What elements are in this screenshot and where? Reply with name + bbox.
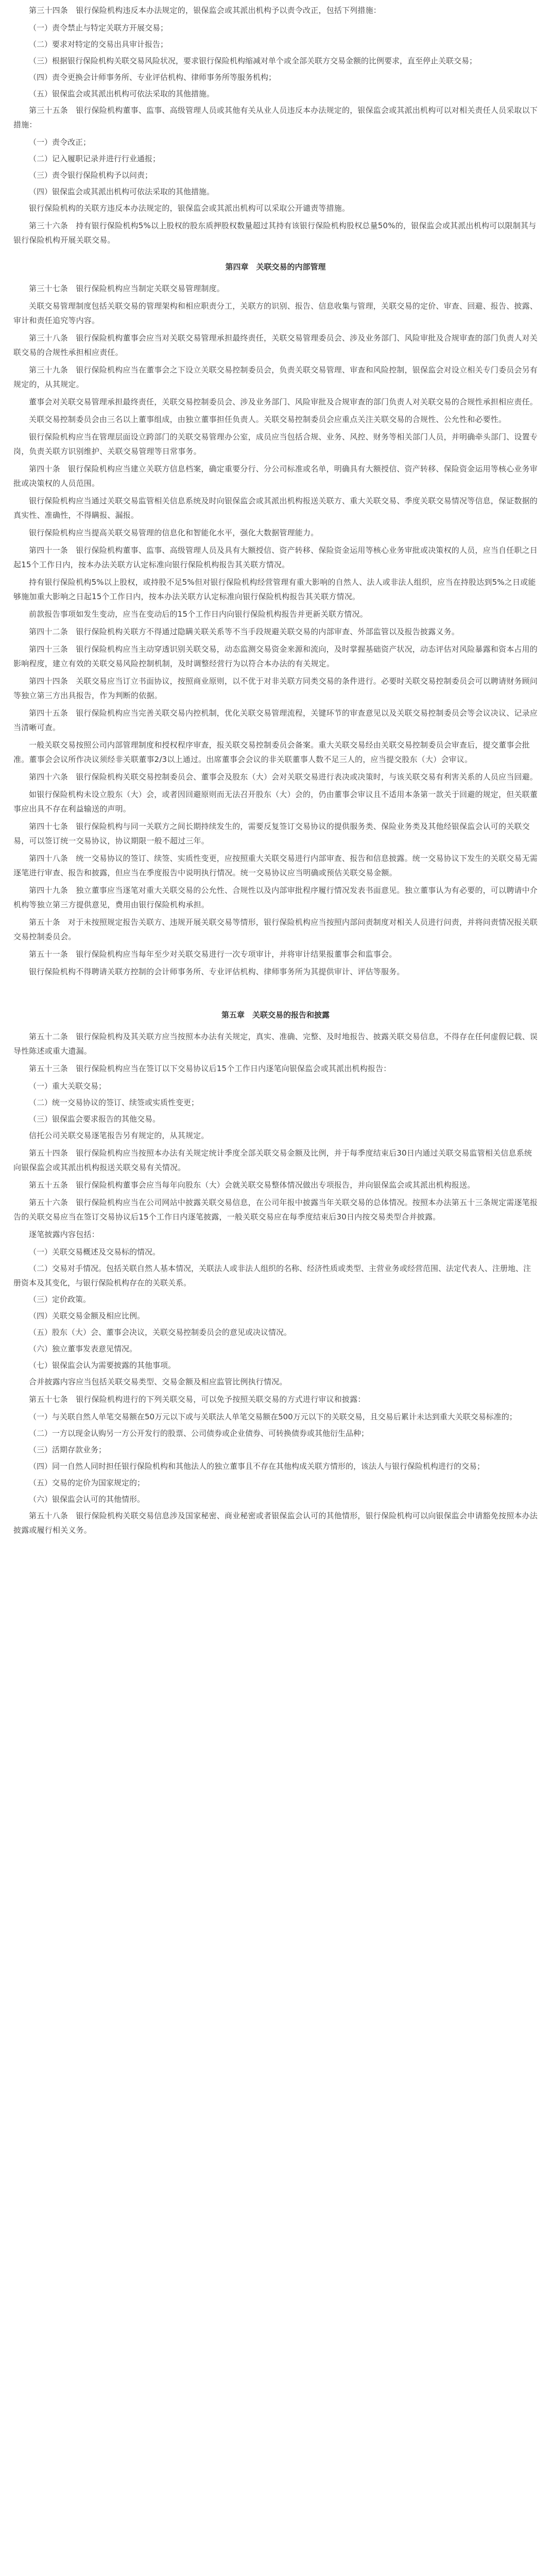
list-item: （二）记入履职记录并进行行业通报； [29, 154, 161, 163]
article-paragraph: 第三十六条 持有银行保险机构5%以上股权的股东质押股权数量超过其持有该银行保险机构股权总量50%的，银保监会或其派出机构可以限制其与银行保险机构开展关联交易。 [13, 221, 537, 245]
article-paragraph: 第五十四条 银行保险机构应当按照本办法有关规定统计季度全部关联交易金额及比例，并于每季度结束后30日内通过关联交易监管相关信息系统向银保监会或其派出机构报送关联交易有关情况。 [13, 1148, 532, 1172]
list-item: （一）关联交易概述及交易标的情况。 [29, 1247, 161, 1257]
article-paragraph: 关联交易控制委员会由三名以上董事组成，由独立董事担任负责人。关联交易控制委员会应重点关注关联交易的合规性、公允性和必要性。 [29, 415, 507, 424]
article-paragraph: 银行保险机构应当通过关联交易监管相关信息系统及时向银保监会或其派出机构报送关联方、重大关联交易、季度关联交易情况等信息，保证数据的真实性、准确性，不得瞒报、漏报。 [13, 496, 538, 520]
article-paragraph: 第三十八条 银行保险机构董事会应当对关联交易管理承担最终责任，关联交易管理委员会、涉及业务部门、风险审批及合规审查的部门负责人对关联交易的合规性承担相应责任。 [13, 333, 538, 357]
list-item: （三）责令银行保险机构予以问责； [29, 171, 153, 180]
article-paragraph: 第五十二条 银行保险机构及其关联方应当按照本办法有关规定，真实、准确、完整、及时地报告、披露关联交易信息，不得存在任何虚假记载、误导性陈述或重大遗漏。 [13, 1032, 538, 1056]
list-item: （一）责令禁止与特定关联方开展交易； [29, 23, 168, 32]
article-paragraph: 一般关联交易按照公司内部管理制度和授权程序审查，报关联交易控制委员会备案。重大关联交易经由关联交易控制委员会审查后，提交董事会批准。董事会会议所作决议须经非关联董事2/3以上通过。出席董事会会议的非关联董事人数不足三人的，应当提交股东（大）会审议。 [13, 740, 530, 764]
article-paragraph: 第四十六条 银行保险机构关联交易控制委员会、董事会及股东（大）会对关联交易进行表决或决策时，与该关联交易有利害关系的人员应当回避。 [29, 772, 538, 782]
article-paragraph: 第四十二条 银行保险机构关联方不得通过隐瞒关联关系等不当手段规避关联交易的内部审查、外部监管以及报告披露义务。 [29, 627, 460, 636]
article-paragraph: 第四十一条 银行保险机构董事、监事、高级管理人员及具有大额授信、资产转移、保险资金运用等核心业务审批或决策权的人员，应当自任职之日起15个工作日内，按本办法关联方认定标准向银行保险机构报告其关联方情况。 [13, 546, 538, 569]
list-item: （一）责令改正； [29, 138, 91, 147]
article-paragraph: 第三十九条 银行保险机构应当在董事会之下设立关联交易控制委员会，负责关联交易管理、审查和风险控制，银保监会对设立相关专门委员会另有规定的，从其规定。 [13, 365, 538, 389]
list-item: （二）统一交易协议的签订、续签或实质性变更； [29, 1098, 199, 1107]
article-paragraph: 第五十三条 银行保险机构应当在签订以下交易协议后15个工作日内逐笔向银保监会或其派出机构报告： [29, 1064, 391, 1073]
chapter-heading: 第四章 关联交易的内部管理 [225, 262, 326, 272]
article-paragraph: 第三十四条 银行保险机构违反本办法规定的，银保监会或其派出机构予以责令改正，包括下列措施： [29, 6, 382, 15]
article-paragraph: 合并披露内容应当包括关联交易类型、交易金额及相应监管比例执行情况。 [29, 1377, 287, 1386]
list-item: （二）一方以现金认购另一方公开发行的股票、公司债券或企业债券、可转换债券或其他衍生品种； [29, 1429, 369, 1438]
list-item: （六）独立董事发表意见情况。 [29, 1344, 137, 1353]
list-item: （四）责令更换会计师事务所、专业评估机构、律师事务所等服务机构； [29, 73, 277, 82]
list-item: （一）重大关联交易； [29, 1081, 107, 1091]
list-item: （七）银保监会认为需要披露的其他事项。 [29, 1361, 176, 1370]
article-paragraph: 如银行保险机构未设立股东（大）会，或者因回避原则而无法召开股东（大）会的，仍由董事会审议且不适用本条第一款关于回避的规定，但关联董事应出具不存在利益输送的声明。 [13, 790, 538, 814]
article-paragraph: 第五十七条 银行保险机构进行的下列关联交易，可以免予按照关联交易的方式进行审议和披露： [29, 1395, 366, 1404]
article-paragraph: 银行保险机构应当在管理层面设立跨部门的关联交易管理办公室，成员应当包括合规、业务、风控、财务等相关部门人员，并明确牵头部门、设置专岗，负责关联方识别维护、关联交易管理等日常事务。 [13, 432, 538, 456]
chapter-heading: 第五章 关联交易的报告和披露 [221, 1010, 330, 1020]
article-paragraph: 银行保险机构不得聘请关联方控制的会计师事务所、专业评估机构、律师事务所为其提供审计、评估等服务。 [29, 967, 405, 976]
list-item: （三）银保监会要求报告的其他交易。 [29, 1114, 161, 1124]
list-item: （二）交易对手情况。包括关联自然人基本情况，关联法人或非法人组织的名称、经济性质或类型、主营业务或经营范围、法定代表人、注册地、注册资本及其变化，与银行保险机构存在的关联关系。 [13, 1264, 531, 1287]
article-paragraph: 持有银行保险机构5%以上股权，或持股不足5%但对银行保险机构经营管理有重大影响的自然人、法人或非法人组织，应当在持股达到5%之日或能够施加重大影响之日起15个工作日内，按本办法关联方认定标准向银行保险机构报告其关联方情况。 [13, 578, 536, 601]
article-paragraph: 信托公司关联交易逐笔报告另有规定的，从其规定。 [29, 1131, 209, 1140]
list-item: （六）银保监会认可的其他情形。 [29, 1495, 145, 1504]
article-paragraph: 第五十条 对于未按照规定报告关联方、违规开展关联交易等情形，银行保险机构应当按照内部问责制度对相关人员进行问责，并将问责情况报关联交易控制委员会。 [13, 918, 538, 941]
article-paragraph: 银行保险机构的关联方违反本办法规定的，银保监会或其派出机构可以采取公开谴责等措施。 [29, 204, 350, 213]
article-paragraph: 关联交易管理制度包括关联交易的管理架构和相应职责分工，关联方的识别、报告、信息收集与管理，关联交易的定价、审查、回避、报告、披露、审计和责任追究等内容。 [13, 301, 538, 325]
article-paragraph: 第五十一条 银行保险机构应当每年至少对关联交易进行一次专项审计，并将审计结果报董事会和监事会。 [29, 950, 397, 959]
list-item: （四）同一自然人同时担任银行保险机构和其他法人的独立董事且不存在其他构成关联方情形的，该法人与银行保险机构进行的交易； [29, 1462, 485, 1471]
article-paragraph: 第四十四条 关联交易应当订立书面协议，按照商业原则，以不优于对非关联方同类交易的条件进行。必要时关联交易控制委员会可以聘请财务顾问等独立第三方出具报告，作为判断的依据。 [13, 676, 538, 700]
article-paragraph: 第四十条 银行保险机构应当建立关联方信息档案，确定重要分行、分公司标准或名单，明确具有大额授信、资产转移、保险资金运用等核心业务审批或决策权的人员范围。 [13, 464, 538, 488]
article-paragraph: 第四十七条 银行保险机构与同一关联方之间长期持续发生的，需要反复签订交易协议的提供服务类、保险业务类及其他经银保监会认可的关联交易，可以签订统一交易协议，协议期限一般不超过三年。 [13, 822, 530, 845]
list-item: （四）关联交易金额及相应比例。 [29, 1311, 145, 1320]
list-item: （三）活期存款业务； [29, 1445, 107, 1454]
list-item: （一）与关联自然人单笔交易额在50万元以下或与关联法人单笔交易额在500万元以下的关联交易，且交易后累计未达到重大关联交易标准的； [29, 1412, 517, 1421]
article-paragraph: 逐笔披露内容包括： [29, 1230, 99, 1239]
list-item: （五）交易的定价为国家规定的； [29, 1478, 145, 1487]
article-paragraph: 银行保险机构应当提高关联交易管理的信息化和智能化水平，强化大数据管理能力。 [29, 528, 319, 537]
article-paragraph: 第五十五条 银行保险机构董事会应当每年向股东（大）会就关联交易整体情况做出专项报告，并向银保监会或其派出机构报送。 [29, 1180, 475, 1190]
list-item: （五）银保监会或其派出机构可依法采取的其他措施。 [29, 89, 215, 98]
article-paragraph: 董事会对关联交易管理承担最终责任，关联交易控制委员会、涉及业务部门、风险审批及合规审查的部门负责人对关联交易的合规性承担相应责任。 [29, 397, 538, 406]
list-item: （四）银保监会或其派出机构可依法采取的其他措施。 [29, 187, 215, 196]
list-item: （三）根据银行保险机构关联交易风险状况，要求银行保险机构缩减对单个或全部关联方交易金额的比例要求，直至停止关联交易； [29, 56, 477, 65]
list-item: （三）定价政策。 [29, 1295, 91, 1304]
article-paragraph: 前款报告事项如发生变动，应当在变动后的15个工作日内向银行保险机构报告并更新关联方情况。 [29, 609, 368, 619]
article-paragraph: 第三十七条 银行保险机构应当制定关联交易管理制度。 [29, 284, 225, 293]
list-item: （五）股东（大）会、董事会决议，关联交易控制委员会的意见或决议情况。 [29, 1328, 292, 1337]
list-item: （二）要求对特定的交易出具审计报告； [29, 40, 168, 49]
article-paragraph: 第五十六条 银行保险机构应当在公司网站中披露关联交易信息，在公司年报中披露当年关联交易的总体情况。按照本办法第五十三条规定需逐笔报告的关联交易应当在签订交易协议后15个工作日内逐笔披露，一般关联交易应在每季度结束后30日内按交易类型合并披露。 [13, 1198, 538, 1222]
article-paragraph: 第四十三条 银行保险机构应当主动穿透识别关联交易，动态监测交易资金来源和流向，及时掌握基础资产状况，动态评估对风险暴露和资本占用的影响程度，建立有效的关联交易风险控制机制，及时调整经营行为以符合本办法的有关规定。 [13, 645, 538, 668]
article-paragraph: 第三十五条 银行保险机构董事、监事、高级管理人员或其他有关从业人员违反本办法规定的，银保监会或其派出机构可以对相关责任人员采取以下措施： [13, 106, 538, 129]
article-paragraph: 第四十五条 银行保险机构应当完善关联交易内控机制，优化关联交易管理流程，关键环节的审查意见以及关联交易控制委员会等会议决议、记录应当清晰可查。 [13, 708, 538, 732]
article-paragraph: 第四十九条 独立董事应当逐笔对重大关联交易的公允性、合规性以及内部审批程序履行情况发表书面意见。独立董事认为有必要的，可以聘请中介机构等独立第三方提供意见，费用由银行保险机构承担。 [13, 886, 538, 909]
article-paragraph: 第五十八条 银行保险机构关联交易信息涉及国家秘密、商业秘密或者银保监会认可的其他情形，银行保险机构可以向银保监会申请豁免按照本办法披露或履行相关义务。 [13, 1511, 538, 1535]
article-paragraph: 第四十八条 统一交易协议的签订、续签、实质性变更，应按照重大关联交易进行内部审查、报告和信息披露。统一交易协议下发生的关联交易无需逐笔进行审查、报告和披露，但应当在季度报告中说明执行情况。统一交易协议应当明确或预估关联交易金额。 [13, 854, 538, 877]
